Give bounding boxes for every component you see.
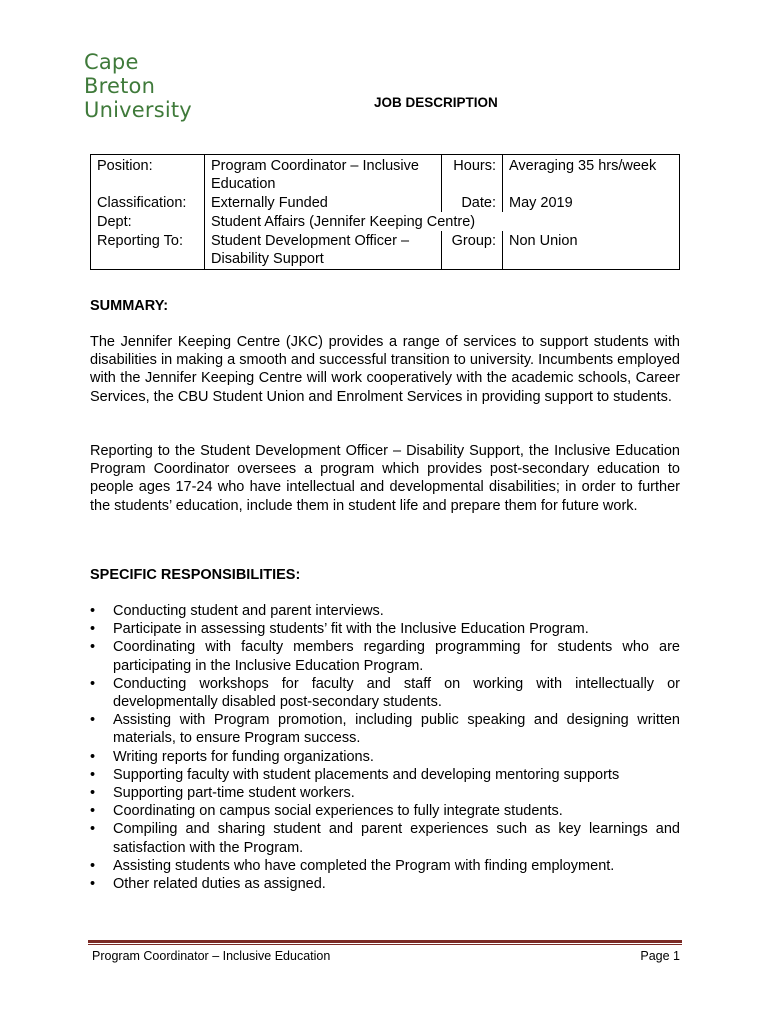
list-item-text: Other related duties as assigned.: [113, 876, 326, 893]
position-value: Program Coordinator – Inclusive Education: [205, 155, 442, 194]
hours-label: Hours:: [442, 155, 503, 194]
list-item-text: Compiling and sharing student and parent experiences such as key learnings and satisfaction with the Program.: [113, 821, 680, 856]
list-item: [90, 711, 680, 747]
list-item-text: Conducting workshops for faculty and staff on working with intellectually or developmentally disabled post-secondary students.: [113, 675, 680, 711]
logo-line-breton: Breton: [84, 74, 156, 98]
list-item-text: Coordinating with faculty members regarding programming for students who are participating in the Inclusive Education Program.: [113, 639, 680, 674]
reporting-label: Reporting To:: [91, 231, 205, 270]
classification-value: Externally Funded: [205, 193, 442, 212]
list-item-text: Writing reports for funding organizations.: [113, 748, 374, 765]
university-logo: [84, 50, 192, 122]
bullet-icon: •: [90, 785, 96, 802]
summary-paragraph-2: Reporting to the Student Development Officer – Disability Support, the Inclusive Education Program Coordinator oversees a program which provides post-secondary education to people ages 17-24 who have intellectual and developmental disabilities; in order to further the students’ education, include them in student life and prepare them for future work.: [90, 443, 680, 514]
date-label: Date:: [442, 193, 503, 212]
list-item: [90, 784, 680, 802]
list-item-text: Assisting students who have completed the Program with finding employment.: [113, 857, 615, 874]
reporting-value: Student Development Officer – Disability Support: [205, 231, 442, 270]
list-item: [90, 602, 680, 620]
list-item: [90, 766, 680, 784]
classification-label: Classification:: [91, 193, 205, 212]
list-item: [90, 675, 680, 711]
responsibilities-heading: SPECIFIC RESPONSIBILITIES:: [90, 567, 301, 583]
bullet-icon: •: [90, 639, 96, 656]
table-row: [91, 231, 680, 270]
list-item: [90, 802, 680, 820]
list-item: [90, 620, 680, 638]
logo-line-university: University: [84, 98, 192, 122]
list-item-text: Assisting with Program promotion, including public speaking and designing written materials, to ensure Program success.: [113, 712, 680, 747]
table-row: [91, 193, 680, 212]
bullet-icon: •: [90, 857, 96, 874]
footer-divider-thin: [88, 944, 682, 945]
dept-value: Student Affairs (Jennifer Keeping Centre): [205, 212, 680, 231]
logo-line-cape: Cape: [84, 50, 139, 74]
bullet-icon: •: [90, 803, 96, 820]
bullet-icon: •: [90, 876, 96, 893]
summary-paragraph-1: The Jennifer Keeping Centre (JKC) provides a range of services to support students with disabilities in making a smooth and successful transition to university. Incumbents employed with the Jennifer Keeping Centre will work cooperatively with the academic schools, Career Services, the CBU Student Union and Enrolment Services in providing support to students.: [90, 334, 680, 405]
bullet-icon: •: [90, 712, 96, 729]
list-item-text: Coordinating on campus social experiences to fully integrate students.: [113, 803, 563, 820]
responsibilities-list: [90, 602, 680, 893]
bullet-icon: •: [90, 675, 96, 692]
footer-page-number: Page 1: [640, 949, 680, 963]
footer-document-name: Program Coordinator – Inclusive Education: [92, 949, 331, 963]
bullet-icon: •: [90, 766, 96, 783]
bullet-icon: •: [90, 821, 96, 838]
hours-value: Averaging 35 hrs/week: [503, 155, 680, 194]
footer-divider-thick: [88, 940, 682, 943]
list-item-text: Participate in assessing students’ fit with the Inclusive Education Program.: [113, 621, 589, 638]
bullet-icon: •: [90, 748, 96, 765]
table-row: [91, 155, 680, 194]
list-item: [90, 820, 680, 856]
group-value: Non Union: [503, 231, 680, 270]
bullet-icon: •: [90, 603, 96, 619]
document-title: JOB DESCRIPTION: [374, 95, 498, 110]
list-item-text: Supporting part-time student workers.: [113, 785, 355, 802]
position-label: Position:: [91, 155, 205, 194]
list-item: [90, 748, 680, 766]
dept-label: Dept:: [91, 212, 205, 231]
list-item-text: Conducting student and parent interviews.: [113, 603, 384, 619]
list-item: [90, 857, 680, 875]
job-info-table: [90, 154, 680, 270]
list-item: [90, 638, 680, 674]
summary-heading: SUMMARY:: [90, 298, 169, 314]
list-item: [90, 875, 680, 893]
list-item-text: Supporting faculty with student placements and developing mentoring supports: [113, 766, 620, 783]
group-label: Group:: [442, 231, 503, 270]
table-row: [91, 212, 680, 231]
bullet-icon: •: [90, 621, 96, 638]
date-value: May 2019: [503, 193, 680, 212]
